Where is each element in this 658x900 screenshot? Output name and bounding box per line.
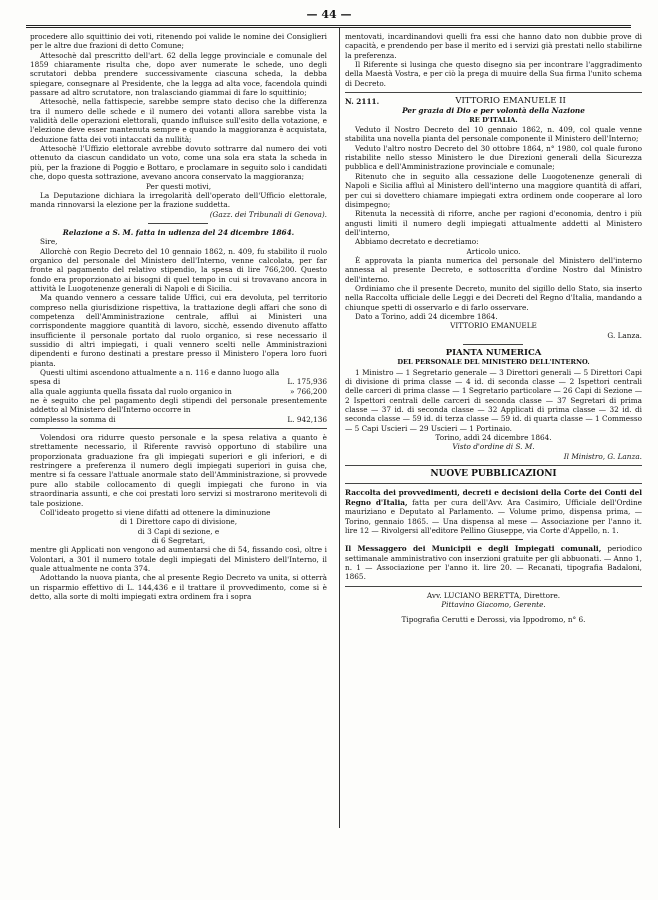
signature-lanza: G. Lanza. [607, 330, 642, 340]
paragraph: ne è seguito che pel pagamento degli stipendi del personale presentemente addetto al Ministero dell'Interno occorre in [30, 396, 327, 415]
direttore: Avv. LUCIANO BERETTA, Direttore. [426, 590, 561, 600]
paragraph: Ritenuta la necessità di riforre, anche per ragioni d'economia, dentro i più angusti limiti il numero degli impiegati attualmente addetti al Ministero dell'interno, [345, 209, 642, 237]
paragraph: Veduto l'altro nostro Decreto del 30 ottobre 1864, n° 1980, col quale furono ristabilite nello stesso Ministero le due Direzioni generali della Sicurezza pubblica e dell'Amministrazione provinciale e comunale; [345, 143, 642, 172]
article-heading: Articolo unico. [466, 246, 521, 256]
separator [345, 92, 642, 93]
list-item: di 3 Capi di sezione, e [137, 526, 220, 536]
salutation: Sire, [40, 237, 58, 247]
amount-label: alla quale aggiunta quella fissata dal ruolo organico in [30, 386, 232, 396]
signature-king: VITTORIO EMANUELE [450, 321, 537, 331]
separator [30, 428, 327, 429]
motivi: Per questi motivi, [145, 181, 212, 191]
amount-row [30, 377, 327, 386]
paragraph: Attesochè l'Uffizio elettorale avrebbe dovuto sottrarre dal numero dei voti ottenuto da ciascun candidato un voto, come una sola era stata la scheda in più, per la frazione di Poggio e Bottaro, e proclamare in seguito solo i candidati che, dopo questa sottrazione, avevano ancora conservato la maggioranza; [30, 144, 327, 182]
amount-row [30, 415, 327, 424]
king-title: VITTORIO EMANUELE II [455, 96, 566, 107]
paragraph: Volendosi ora ridurre questo personale e la spesa relativa a quanto è strettamente necessario, il Riferente ravvisò opportuno di stabilire una proporzionata graduazione fra gli impiegati superiori e gli inferiori, e di restringere a preferenza il numero degli impiegati superiori in guisa che, mentre si fa cessare l'attuale anormale stato dell'Amministrazione, si provvede pure allo stabile collocamento di quegli impiegati che furono in via straordinaria assunti, e che coi prestati loro servizi si mostrarono meritevoli di tale posizione. [30, 433, 327, 508]
paragraph: Questi ultimi ascendono attualmente a n. 116 e danno luogo alla [40, 368, 280, 378]
paragraph: procedere allo squittinio dei voti, ritenendo poi valide le nomine dei Consiglieri per le altre due frazioni di detto Comune; [30, 32, 327, 51]
paragraph: 1 Ministro — 1 Segretario generale — 3 Direttori generali — 5 Direttori Capi di divisione di prima classe — 4 id. di seconda classe — 2 Ispettori centrali delle carceri di prima classe — 1 Segretario particolare — 26 Capi di Sezione — 2 Ispettori centrali delle carceri di seconda classe — 37 Segretari di prima classe — 37 id. di seconda classe — 32 Applicati di prima classe — 32 id. di seconda classe — 59 id. di terza classe — 59 id. di quarta classe — 1 Commesso — 5 Capi Uscieri — 29 Uscieri — 1 Portinaio. [345, 367, 642, 433]
amount-value: L. 942,136 [287, 414, 327, 424]
left-column [30, 32, 327, 601]
paragraph: Ordiniamo che il presente Decreto, munito del sigillo dello Stato, sia inserto nella Raccolta ufficiale delle Leggi e dei Decreti del Regno d'Italia, mandando a chiunque spetti di osservarlo e di farlo osservare. [345, 283, 642, 312]
grazia: Per grazia di Dio e per volontà della Nazione [402, 106, 585, 116]
column-divider [339, 28, 340, 828]
date-line: Torino, addì 24 dicembre 1864. [435, 433, 552, 443]
decree-number: N. 2111. [345, 97, 380, 107]
paragraph: La Deputazione dichiara la irregolarità dell'operato dell'Ufficio elettorale, manda rinnovarsi la elezione per la frazione suddetta. [30, 190, 327, 210]
paragraph: Ma quando vennero a cessare talide Uffici, cui era devoluta, pel territorio compreso nella giurisdizione rispettiva, la trattazione degli affari che sono di competenza dell'Amministrazione centrale, affluì ai Ministeri una corrispondente maggiore quantità di lavoro, sicchè, essendo divenuto affatto insufficiente il personale portato dal ruolo organico, si rese necessario il sussidio di altri impiegati, i quali vennero scelti nelle Amministrazioni dipendenti e furono destinati a prestare presso il Ministero l'opera loro fuori pianta. [30, 293, 327, 368]
separator [463, 344, 523, 345]
publication-text: fatta per cura dell'Avv. Ara Casimiro, Ufficiale dell'Ordine mauriziano e Deputato al Parlamento. — Volume primo, dispensa prima, — Torino, gennaio 1865. — Una dispensa al mese — Associazione per l'anno it. lire 12 — Rivolgersi all'editore Pellino Giuseppe, via Corte d'Appello, n. 1. [345, 497, 642, 535]
decree-header [345, 97, 642, 106]
paragraph: Il Riferente si lusinga che questo disegno sia per incontrare l'aggradimento della Maestà Vostra, e per ciò la prega di muuire della Sua firma l'unito schema di Decreto. [345, 60, 642, 88]
publication-text: periodico settimanale amministrativo con inserzioni gratuite per gli abbuonati. — Anno 1, n. 1 — Associazione per l'anno it. lire 20. — Recanati, tipografia Badaloni, 1865. [345, 544, 643, 582]
list-item: di 6 Segretari, [151, 535, 206, 545]
paragraph: Allorchè con Regio Decreto del 10 gennaio 1862, n. 409, fu stabilito il ruolo organico del personale del Ministero dell'Interno, venne calcolata, per far fronte al pagamento del relativo stipendio, la spesa di lire 766,200. Questo fondo era proporzionato ai bisogni di quel tempo in cui si trovavano ancora in attività le Luogotenenze generali di Napoli e di Sicilia. [30, 246, 327, 293]
paragraph: Coll'ideato progetto si viene difatti ad ottenere la diminuzione [40, 507, 271, 517]
separator [148, 223, 208, 224]
page-number: — 44 — [306, 8, 352, 21]
separator [345, 586, 642, 587]
separator [463, 539, 523, 540]
paragraph: mentovati, incardinandovi quelli fra essi che hanno dato non dubbie prove di capacità, e prendendo per base il merito ed i servizi già prestati nello stabilirne la preferenza. [345, 32, 642, 60]
publication-entry [345, 488, 642, 535]
re-d-italia: RE D'ITALIA. [469, 115, 518, 124]
amount-value: L. 175,936 [287, 377, 327, 387]
separator [345, 465, 642, 466]
paragraph: Veduto il Nostro Decreto del 10 gennaio 1862, n. 409, col quale venne stabilita una novella pianta del personale componente il Ministero dell'Interno; [345, 125, 642, 144]
ministro-signature: Il Ministro, G. Lanza. [563, 451, 642, 461]
date-line: Dato a Torino, addì 24 dicembre 1864. [355, 311, 498, 321]
visto: Visto d'ordine di S. M. [452, 442, 535, 452]
amount-value: » 766,200 [290, 386, 327, 396]
tipografia: Tipografia Cerutti e Derossi, via Ippodromo, n° 6. [401, 615, 586, 625]
right-column [345, 32, 642, 625]
relazione-title: Relazione a S. M. fatta in udienza del 24 dicembre 1864. [62, 227, 295, 237]
publication-entry [345, 544, 642, 581]
paragraph: Ritenuto che in seguito alla cessazione delle Luogotenenze generali di Napoli e Sicilia affluì al Ministero dell'interno una maggiore quantità di affari, per cui si dovettero chiamare impiegati extra ordinem onde cooperare al loro disimpegno; [345, 171, 642, 209]
paragraph: Adottando la nuova pianta, che al presente Regio Decreto va unita, si otterrà un risparmio effettivo di L. 144,436 e il trattare il provvedimento, come si è detto, alla sorte di molti impiegati extra ordinem fra i sopra [30, 573, 327, 601]
pianta-subtitle: DEL PERSONALE DEL MINISTERO DELL'INTERNO. [397, 358, 590, 367]
paragraph: È approvata la pianta numerica del personale del Ministero dell'interno annessa al presente Decreto, e sottoscritta d'ordine Nostro dal Ministro dell'interno. [345, 255, 642, 284]
publication-title: Il Messaggero dei Municipii e degli Impiegati comunali, [345, 544, 602, 554]
separator [345, 483, 642, 484]
paragraph: Attesochè dal prescritto dell'art. 62 della legge provinciale e comunale del 1859 chiaramente risulta che, dopo aver numerate le schede, uno degli scrutatori debba prendere successivamente ciascuna scheda, la debba spiegare, consegnare al Presidente, che la legga ad alta voce, facendola quindi passare ad altro scrutatore, non tralasciando giammai di fare lo squittinio; [30, 50, 327, 98]
nuove-pubblicazioni-title: NUOVE PUBBLICAZIONI [430, 469, 557, 480]
source-citation: (Gazz. dei Tribunali di Genova). [209, 209, 327, 219]
amount-label: spesa di [30, 377, 61, 387]
amount-label: complesso la somma di [30, 414, 116, 424]
publication-title: Raccolta dei provvedimenti, decreti e decisioni della Corte dei Conti del Regno d'Italia, [345, 488, 642, 507]
pianta-title: PIANTA NUMERICA [445, 348, 542, 358]
gerente: Pittavino Giacomo, Gerente. [441, 599, 546, 609]
header-rule [26, 25, 631, 26]
paragraph: mentre gli Applicati non vengono ad aumentarsi che di 54, fissando così, oltre i Volontari, a 301 il numero totale degli impiegati del Ministero dell'Interno, il quale attualmente ne conta 374. [30, 545, 327, 573]
header-rule-2 [26, 27, 631, 28]
list-item: di 1 Direttore capo di divisione, [119, 517, 238, 527]
paragraph: Abbiamo decretato e decretiamo: [355, 237, 479, 247]
amount-row [30, 387, 327, 396]
paragraph: Attesochè, nella fattispecie, sarebbe sempre stato deciso che la differenza tra il numero delle schede e il numero dei votanti allora sarebbe vista la validità delle operazioni elettorali, quando influisce sull'esito della votazione, e l'elezione deve esser mantenuta sempre e quando la maggioranza è acquistata, deduzione fatta dei voti intaccati da nullità; [30, 97, 327, 144]
